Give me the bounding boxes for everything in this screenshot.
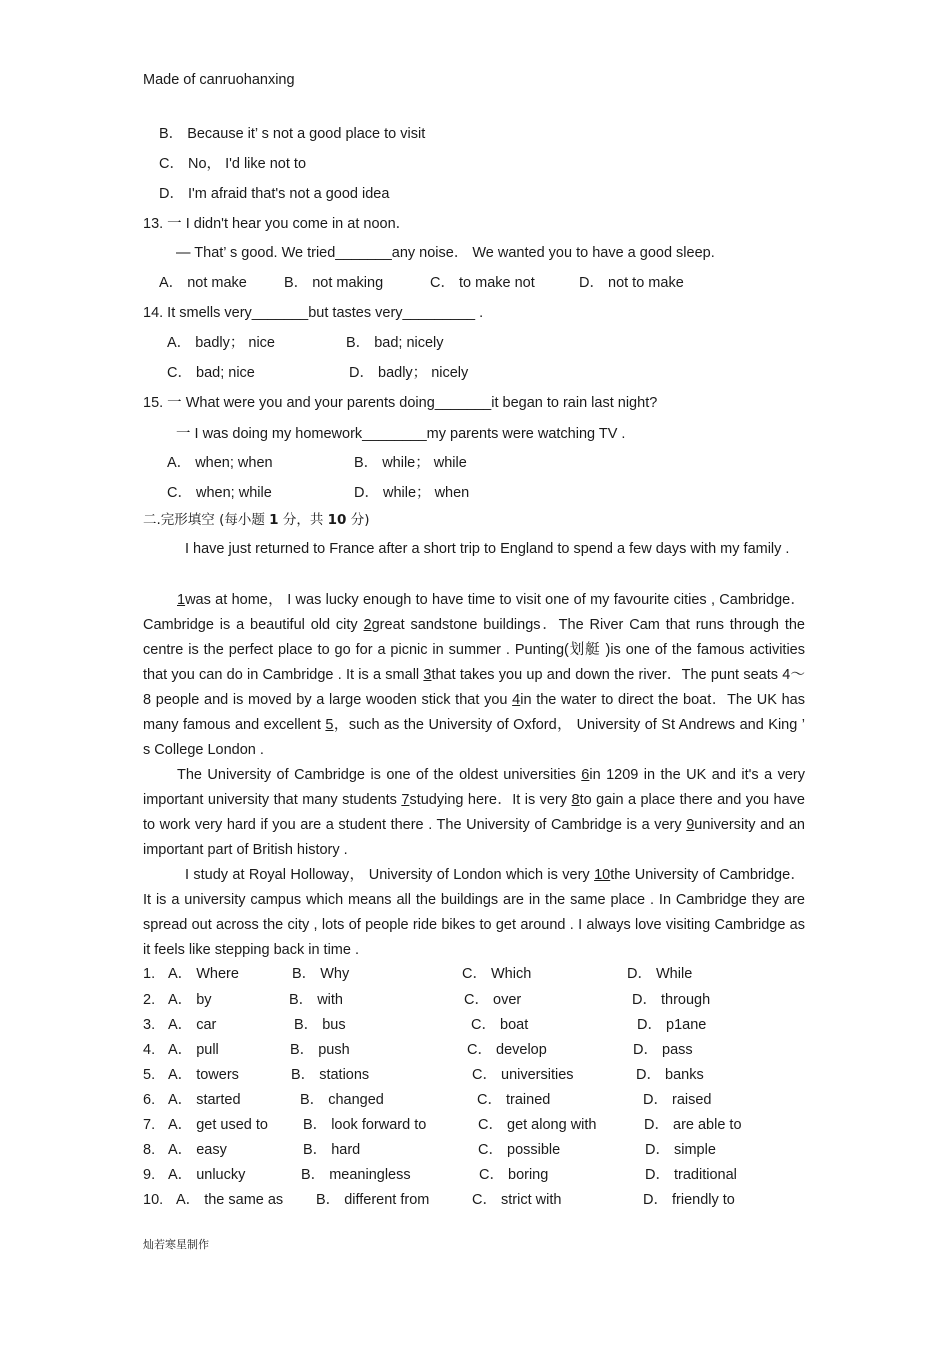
option-b: B． with bbox=[289, 992, 343, 1008]
q15-option-a: A． when; when bbox=[167, 455, 273, 471]
blank-9[interactable]: 9 bbox=[686, 817, 695, 833]
q13-response: — That’ s good. We tried_______any noise． We wanted you to have a good sleep. bbox=[176, 245, 715, 261]
option-a: A． get used to bbox=[168, 1117, 268, 1133]
option-d: D． simple bbox=[645, 1142, 716, 1158]
cloze-row-4: 4. A． pull B． push C． develop D． pass bbox=[143, 1042, 693, 1058]
cloze-row-10: 10. A． the same as B． different from C． strict with D． friendly to bbox=[143, 1192, 735, 1208]
option-c: C． boring bbox=[479, 1167, 549, 1183]
blank-3[interactable]: 3 bbox=[423, 667, 432, 683]
q14-option-a: A． badly； nice bbox=[167, 335, 275, 351]
q14-option-c: C． bad; nice bbox=[167, 365, 255, 381]
option-c: C． possible bbox=[478, 1142, 561, 1158]
passage-paragraph-2: 1was at home， I was lucky enough to have time to visit one of my favourite cities , Cambridge．Cambridge is a beautiful old city 2great sandstone buildings．The River Cam that runs through the centre is the perfect place to go for a picnic in summer . Punting(划艇 )is one of the famous activities that you can do in Cambridge . It is a small 3that takes you up and down the river．The punt seats 4～8 people and is moved by a large wooden stick that you 4in the water to direct the boat．The UK has many famous and excellent 5，such as the University of Oxford， University of St Andrews and King ’ s College London . bbox=[143, 588, 805, 763]
q15-option-b: B． while； while bbox=[354, 455, 467, 471]
section-title: 二.完形填空 (每小题 1 分，共 10 分) bbox=[143, 512, 370, 528]
option-b: B． hard bbox=[303, 1142, 361, 1158]
q13-option-c: C． to make not bbox=[430, 275, 535, 291]
option-c: C． universities bbox=[472, 1067, 574, 1083]
cloze-row-5: 5. A． towers B． stations C． universities D． banks bbox=[143, 1067, 704, 1083]
option-d: D． through bbox=[632, 992, 711, 1008]
option-b: B． look forward to bbox=[303, 1117, 427, 1133]
blank-10[interactable]: 10 bbox=[594, 867, 611, 883]
blank-8[interactable]: 8 bbox=[571, 792, 580, 808]
q14-option-b: B． bad; nicely bbox=[346, 335, 444, 351]
option-a: A． by bbox=[168, 992, 212, 1008]
option-a: A． started bbox=[168, 1092, 241, 1108]
option-c: C． strict with bbox=[472, 1192, 562, 1208]
option-b: B． push bbox=[290, 1042, 350, 1058]
option-c: C． develop bbox=[467, 1042, 547, 1058]
option-b: B． stations bbox=[291, 1067, 370, 1083]
cloze-row-8: 8. A． easy B． hard C． possible D． simple bbox=[143, 1142, 716, 1158]
cloze-row-7: 7. A． get used to B． look forward to C． get along with D． are able to bbox=[143, 1117, 742, 1133]
option-a: A． the same as bbox=[176, 1192, 284, 1208]
option-a: A． unlucky bbox=[168, 1167, 246, 1183]
page-footer: 灿若寒星制作 bbox=[143, 1238, 209, 1251]
q14-question: 14. It smells very_______but tastes very_________ . bbox=[143, 305, 484, 321]
option-a: A． towers bbox=[168, 1067, 239, 1083]
option-b: B． changed bbox=[300, 1092, 384, 1108]
q12-option-b: B． Because it’ s not a good place to visit bbox=[159, 126, 426, 142]
blank-7[interactable]: 7 bbox=[401, 792, 410, 808]
q13-option-d: D． not to make bbox=[579, 275, 684, 291]
q12-option-d: D． I'm afraid that's not a good idea bbox=[159, 186, 390, 202]
q15-option-c: C． when; while bbox=[167, 485, 272, 501]
option-a: A． car bbox=[168, 1017, 217, 1033]
blank-1[interactable]: 1 bbox=[177, 592, 186, 608]
blank-5[interactable]: 5 bbox=[325, 717, 334, 733]
option-d: D． are able to bbox=[644, 1117, 742, 1133]
cloze-row-2: 2. A． by B． with C． over D． through bbox=[143, 992, 711, 1008]
q13-option-a: A． not make bbox=[159, 275, 247, 291]
option-d: D． friendly to bbox=[643, 1192, 735, 1208]
option-b: B． meaningless bbox=[301, 1167, 411, 1183]
option-d: D． traditional bbox=[645, 1167, 737, 1183]
blank-4[interactable]: 4 bbox=[512, 692, 521, 708]
q15-option-d: D． while； when bbox=[354, 485, 470, 501]
option-c: C． Which bbox=[462, 966, 532, 982]
option-a: A． pull bbox=[168, 1042, 219, 1058]
option-d: D． p1ane bbox=[637, 1017, 707, 1033]
q14-option-d: D． badly； nicely bbox=[349, 365, 469, 381]
cloze-row-9: 9. A． unlucky B． meaningless C． boring D． traditional bbox=[143, 1167, 737, 1183]
option-c: C． get along with bbox=[478, 1117, 597, 1133]
option-c: C． trained bbox=[477, 1092, 551, 1108]
option-c: C． over bbox=[464, 992, 522, 1008]
option-d: D． While bbox=[627, 966, 693, 982]
option-d: D． pass bbox=[633, 1042, 693, 1058]
cloze-row-1: 1. A． Where B． Why C． Which D． While bbox=[143, 966, 693, 982]
option-b: B． Why bbox=[292, 966, 350, 982]
option-a: A． easy bbox=[168, 1142, 227, 1158]
cloze-row-6: 6. A． started B． changed C． trained D． raised bbox=[143, 1092, 712, 1108]
option-d: D． banks bbox=[636, 1067, 704, 1083]
option-a: A． Where bbox=[168, 966, 239, 982]
option-d: D． raised bbox=[643, 1092, 712, 1108]
blank-2[interactable]: 2 bbox=[363, 617, 372, 633]
q13-question: 13. 一 I didn't hear you come in at noon． bbox=[143, 216, 411, 232]
blank-6[interactable]: 6 bbox=[581, 767, 590, 783]
passage-paragraph-4: I study at Royal Holloway， University of London which is very 10the University of Cambridge．It is a university campus which means all the buildings are in the same place . In Cambridge they are spread out across the city , lots of people ride bikes to get around . I always love visiting Cambridge as it feels like stepping back in time . bbox=[143, 863, 805, 963]
option-b: B． bus bbox=[294, 1017, 346, 1033]
q13-option-b: B． not making bbox=[284, 275, 384, 291]
option-c: C． boat bbox=[471, 1017, 529, 1033]
passage-paragraph-1: I have just returned to France after a short trip to England to spend a few days with my family . bbox=[185, 541, 790, 557]
q15-question: 15. 一 What were you and your parents doing_______it began to rain last night? bbox=[143, 395, 658, 411]
cloze-row-3: 3. A． car B． bus C． boat D． p1ane bbox=[143, 1017, 707, 1033]
passage-paragraph-3: The University of Cambridge is one of the oldest universities 6in 1209 in the UK and it's a very important university that many students 7studying here．It is very 8to gain a place there and you have to work very hard if you are a student there . The University of Cambridge is a very 9university and an important part of British history . bbox=[143, 763, 805, 863]
page-header: Made of canruohanxing bbox=[143, 72, 295, 88]
option-b: B． different from bbox=[316, 1192, 430, 1208]
q12-option-c: C． No， I'd like not to bbox=[159, 156, 307, 172]
q15-response: 一 I was doing my homework________my parents were watching TV . bbox=[176, 426, 626, 442]
